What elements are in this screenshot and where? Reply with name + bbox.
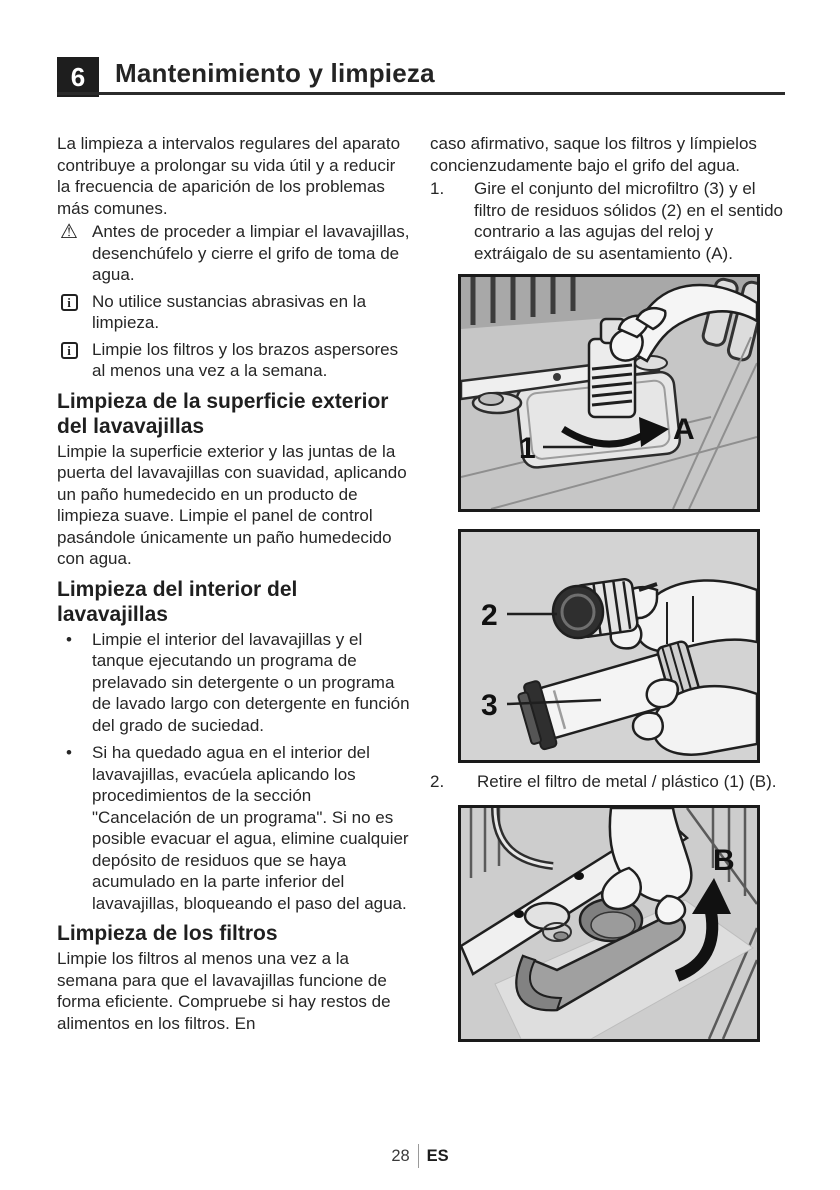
step-number: 2. (430, 772, 445, 791)
info-note-weekly (57, 339, 412, 382)
step-1 (430, 178, 785, 264)
direction-label-A: A (673, 413, 695, 446)
language-code: ES (426, 1146, 449, 1165)
microfilter-removal-illustration (461, 277, 757, 509)
filters-cleaning-heading: Limpieza de los filtros (57, 922, 278, 945)
figure-filter-parts (458, 529, 760, 763)
info-icon: i (61, 294, 78, 311)
figure-metal-filter-removal (458, 805, 760, 1042)
warning-triangle-icon: ⚠ (60, 221, 78, 243)
interior-bullet-1 (57, 629, 412, 737)
step-text: Retire el filtro de metal / plástico (1) (B). (477, 772, 777, 791)
page-footer (0, 1144, 840, 1168)
surface-cleaning-heading: Limpieza de la superficie exterior del lavavajillas (57, 389, 389, 438)
intro-paragraph: La limpieza a intervalos regulares del aparato contribuye a prolongar su vida útil y a reducir la frecuencia de aparición de los problemas más comunes. (57, 134, 401, 218)
step-text: Gire el conjunto del microfiltro (3) y el filtro de residuos sólidos (2) en el sentido contrario a las agujas del reloj y extráigalo de su asentamiento (A). (474, 179, 783, 263)
interior-bullet-text: Si ha quedado agua en el interior del lavavajillas, evacúela aplicando los procedimientos de la sección "Cancelación de un programa". Si no es posible evacuar el agua, elimine cualquier depósito de residuos que se haya acumulado en la parte inferior del lavavajillas, bloqueando el paso del agua. (92, 743, 409, 913)
bullet-marker: • (66, 629, 72, 649)
interior-bullet-text: Limpie el interior del lavavajillas y el tanque ejecutando un programa de prelavado sin detergente o un programa de lavado largo con detergente en función del grado de suciedad. (92, 629, 410, 735)
interior-bullet-2 (57, 742, 412, 914)
section-number-badge: 6 (57, 57, 99, 97)
warning-note-text: Antes de proceder a limpiar el lavavajillas, desenchúfelo y cierre el grifo de toma de agua. (92, 222, 410, 284)
interior-cleaning-heading: Limpieza del interior del lavavajillas (57, 577, 298, 626)
part-label-3: 3 (481, 689, 498, 722)
step-2 (430, 771, 785, 793)
filters-cleaning-body: Limpie los filtros al menos una vez a la semana para que el lavavajillas funcione de forma eficiente. Compruebe si hay restos de alimentos en los filtros. En (57, 949, 391, 1033)
section-header (57, 57, 785, 95)
surface-cleaning-body: Limpie la superficie exterior y las juntas de la puerta del lavavajillas con suavidad, aplicando un paño humedecido en un producto de limpieza suave. Limpie el panel de control pasándole únicamente un paño humedecido con agua. (57, 441, 407, 568)
info-icon: i (61, 342, 78, 359)
part-label-2: 2 (481, 599, 498, 632)
header-rule (57, 92, 785, 95)
info-note-abrasives (57, 291, 412, 334)
warning-note (57, 221, 412, 286)
info-note-text: Limpie los filtros y los brazos aspersores al menos una vez a la semana. (92, 339, 399, 380)
info-note-text: No utilice sustancias abrasivas en la limpieza. (92, 291, 367, 332)
page-title: Mantenimiento y limpieza (115, 58, 435, 88)
part-label-1: 1 (519, 432, 536, 465)
figure-microfilter-removal (458, 274, 760, 512)
step-number: 1. (430, 179, 445, 198)
direction-label-B: B (713, 843, 735, 877)
right-column (430, 133, 785, 1042)
left-column (57, 133, 412, 1042)
filter-parts-illustration (461, 532, 757, 760)
continuation-paragraph: caso afirmativo, saque los filtros y límpielos concienzudamente bajo el grifo del agua. (430, 134, 757, 175)
page-number: 28 (391, 1146, 410, 1165)
two-column-layout (57, 133, 785, 1042)
metal-filter-removal-illustration (461, 808, 757, 1039)
bullet-marker: • (66, 743, 72, 762)
